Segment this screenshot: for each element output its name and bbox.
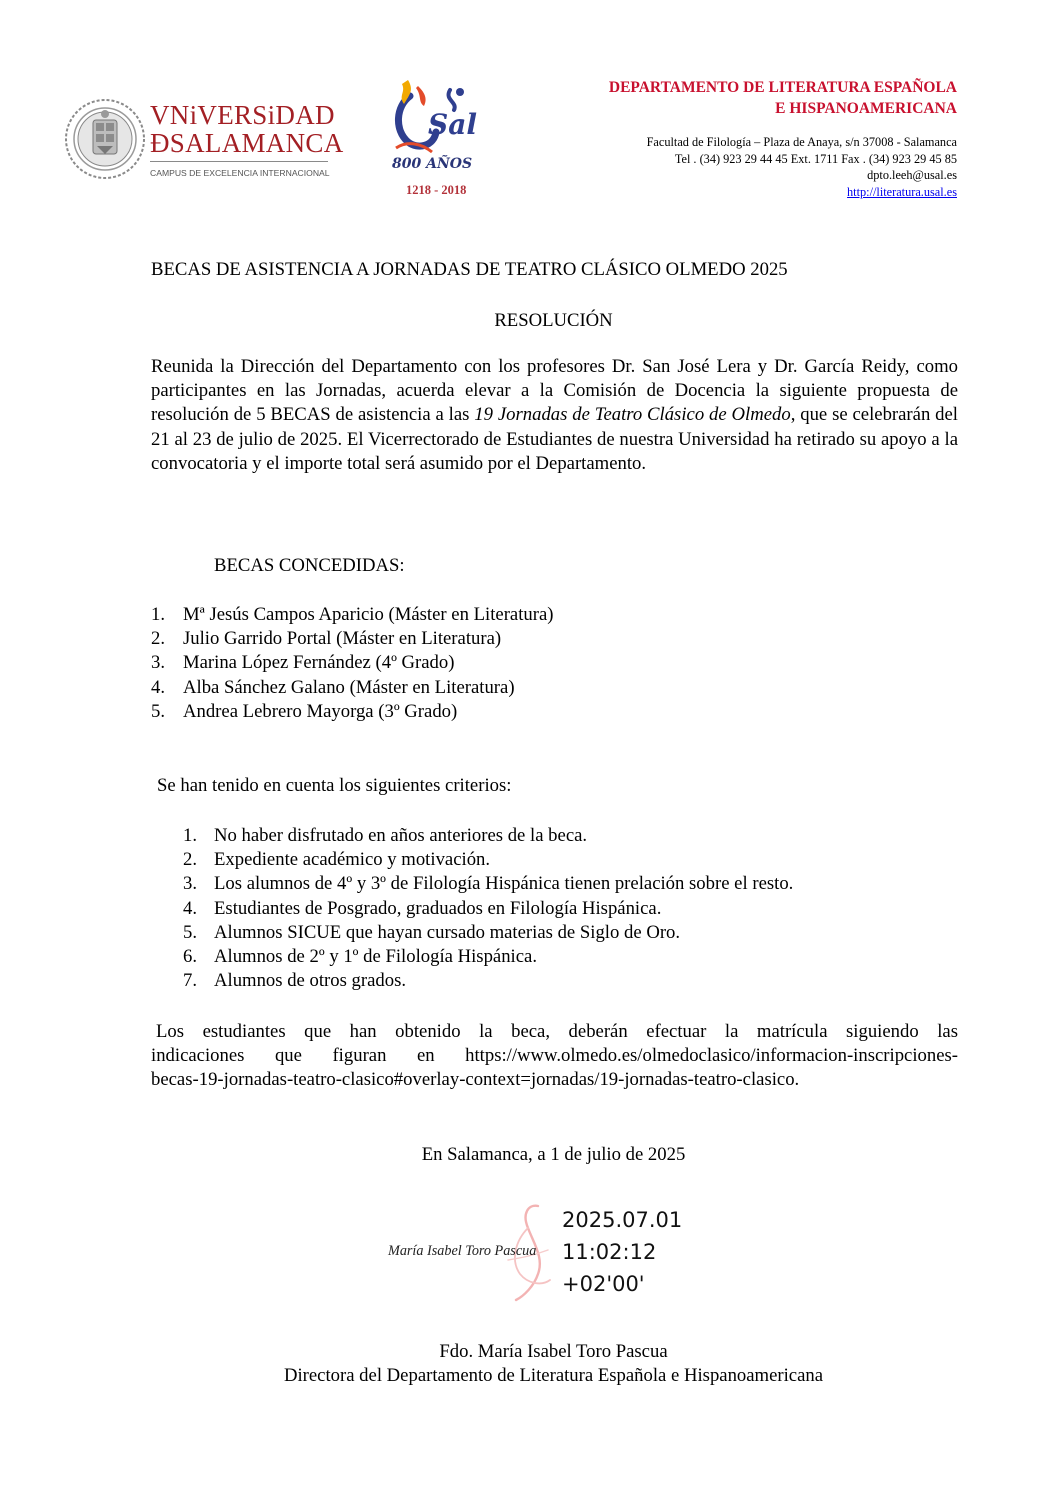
- granted-heading: BECAS CONCEDIDAS:: [214, 555, 405, 576]
- event-name: 19 Jornadas de Teatro Clásico de Olmedo: [474, 404, 791, 426]
- department-title-line1: DEPARTAMENTO DE LITERATURA ESPAÑOLA: [608, 79, 957, 96]
- department-title: [477, 77, 957, 119]
- granted-list: [151, 603, 554, 724]
- closing-paragraph: [151, 1020, 958, 1093]
- criteria-item: 1. No haber disfrutado en años anteriores de la beca.: [183, 825, 588, 846]
- granted-item: 3. Marina López Fernández (4º Grado): [151, 652, 455, 674]
- department-website-link[interactable]: http://literatura.usal.es: [847, 184, 957, 199]
- university-seal-icon: [64, 98, 146, 180]
- signature-date: 2025.07.01: [562, 1208, 683, 1232]
- intro-text-part1: Reunida la Dirección del Departamento con los profesores Dr. San José Lera y Dr. García Reidy, como participantes en las Jornadas, acuerda elevar a la Comisión de Docencia la siguiente propuesta de resolución de 5 BECAS de asistencia a las: [151, 356, 958, 426]
- signature-time: 11:02:12: [562, 1240, 657, 1264]
- department-address: Facultad de Filología – Plaza de Anaya, s/n 37008 - Salamanca: [646, 135, 957, 149]
- criteria-item: 4. Estudiantes de Posgrado, graduados en Filología Hispánica.: [183, 897, 662, 919]
- department-phone-fax: Tel . (34) 923 29 44 45 Ext. 1711 Fax . (34) 923 29 45 85: [674, 151, 957, 166]
- signature-name: María Isabel Toro Pascua: [388, 1243, 537, 1259]
- intro-paragraph: [151, 355, 958, 476]
- resolution-heading: RESOLUCIÓN: [494, 310, 613, 331]
- university-name-line1: VNiVERSiDAD: [150, 100, 335, 130]
- closing-line1: Los estudiantes que han obtenido la beca, deberán efectuar la matrícula siguiendo las: [156, 1021, 958, 1042]
- criteria-list: [183, 824, 793, 993]
- university-name-line2: ÐSALAMANCA: [150, 128, 344, 158]
- signed-by: Fdo. María Isabel Toro Pascua: [439, 1341, 668, 1362]
- department-contact: [477, 134, 957, 200]
- granted-item: 2. Julio Garrido Portal (Máster en Literatura): [151, 628, 502, 650]
- signer-role: Directora del Departamento de Literatura Española e Hispanoamericana: [283, 1365, 824, 1386]
- university-tagline: CAMPUS DE EXCELENCIA INTERNACIONAL: [150, 168, 330, 178]
- anniversary-word: Sal: [428, 108, 477, 141]
- department-email: dpto.leeh@usal.es: [867, 168, 957, 183]
- department-title-line2: E HISPANOAMERICANA: [775, 100, 957, 117]
- closing-line3: becas-19-jornadas-teatro-clasico#overlay-context=jornadas/19-jornadas-teatro-clasico.: [151, 1069, 800, 1091]
- criteria-item: 7. Alumnos de otros grados.: [183, 970, 407, 992]
- document-title: BECAS DE ASISTENCIA A JORNADAS DE TEATRO CLÁSICO OLMEDO 2025: [151, 259, 788, 280]
- criteria-item: 6. Alumnos de 2º y 1º de Filología Hispánica.: [183, 946, 538, 968]
- signature-timezone: +02'00': [562, 1272, 645, 1296]
- digital-signature: [388, 1200, 708, 1310]
- granted-item: 4. Alba Sánchez Galano (Máster en Literatura): [151, 676, 515, 698]
- place-date: En Salamanca, a 1 de julio de 2025: [421, 1144, 686, 1165]
- closing-line2: indicaciones que figuran en https://www.olmedo.es/olmedoclasico/informacion-inscripciones-: [151, 1045, 958, 1067]
- university-logo: [64, 98, 344, 188]
- intro-text-part2: , que se celebrarán del 21 al 23 de julio de 2025. El Vicerrectorado de Estudiantes de nuestra Universidad ha retirado su apoyo a la convocatoria y el importe total será asumido por el Departamento.: [151, 404, 958, 474]
- granted-item: 1. Mª Jesús Campos Aparicio (Máster en Literatura): [151, 604, 554, 625]
- criteria-item: 3. Los alumnos de 4º y 3º de Filología Hispánica tienen prelación sobre el resto.: [183, 873, 794, 895]
- criteria-item: 5. Alumnos SICUE que hayan cursado materias de Siglo de Oro.: [183, 921, 681, 943]
- criteria-intro: Se han tenido en cuenta los siguientes criterios:: [157, 775, 512, 796]
- anniversary-years: 800 AÑOS: [392, 156, 473, 172]
- logo-divider: [150, 161, 328, 162]
- granted-item: 5. Andrea Lebrero Mayorga (3º Grado): [151, 700, 458, 722]
- anniversary-dates: 1218 - 2018: [406, 183, 467, 197]
- criteria-item: 2. Expediente académico y motivación.: [183, 849, 491, 871]
